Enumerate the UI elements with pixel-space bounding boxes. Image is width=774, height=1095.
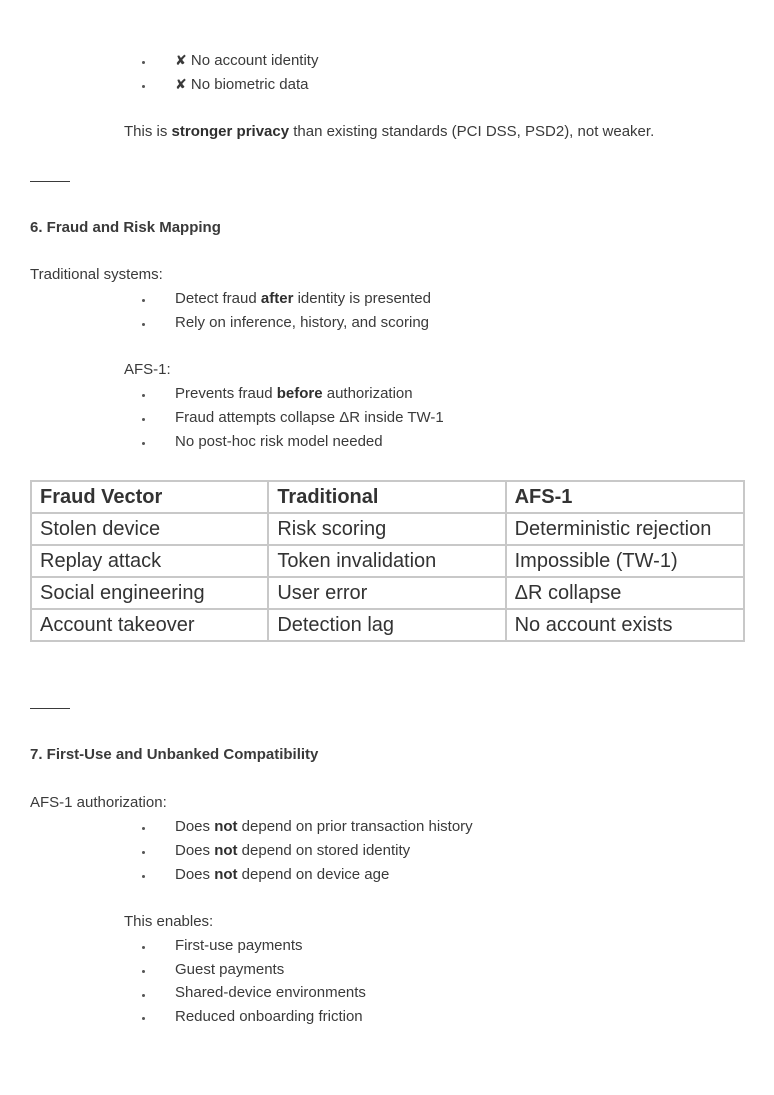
table-cell: Replay attack xyxy=(31,545,268,577)
bullet-dot xyxy=(142,994,145,997)
column-header: Traditional xyxy=(268,481,505,513)
list-label: AFS-1 authorization: xyxy=(30,794,167,811)
table-row xyxy=(31,545,744,577)
list-item: Guest payments xyxy=(175,961,285,978)
list-item: Does not depend on device age xyxy=(175,866,390,883)
column-header: Fraud Vector xyxy=(31,481,268,513)
table-cell: Detection lag xyxy=(268,609,505,641)
section-divider xyxy=(30,181,70,182)
bullet-dot xyxy=(142,394,145,397)
list-item: No post-hoc risk model needed xyxy=(175,433,383,450)
table-cell: Token invalidation xyxy=(268,545,505,577)
list-item: Rely on inference, history, and scoring xyxy=(175,314,430,331)
list-label: This enables: xyxy=(124,913,214,930)
bullet-dot xyxy=(142,970,145,973)
table-cell: ΔR collapse xyxy=(506,577,744,609)
privacy-note: This is stronger privacy than existing standards (PCI DSS, PSD2), not weaker. xyxy=(124,123,655,140)
fraud-vector-table xyxy=(30,480,745,642)
section-divider xyxy=(30,708,70,709)
table-cell: No account exists xyxy=(506,609,744,641)
column-header: AFS-1 xyxy=(506,481,744,513)
bullet-dot xyxy=(142,61,145,64)
bullet-dot xyxy=(142,1017,145,1020)
table-cell: Risk scoring xyxy=(268,513,505,545)
table-cell: Social engineering xyxy=(31,577,268,609)
bullet-dot xyxy=(142,827,145,830)
table-cell: Impossible (TW-1) xyxy=(506,545,744,577)
bullet-dot xyxy=(142,875,145,878)
table-row xyxy=(31,577,744,609)
list-item: Prevents fraud before authorization xyxy=(175,385,413,402)
table-row xyxy=(31,513,744,545)
table-header-row xyxy=(31,481,744,513)
bullet-dot xyxy=(142,299,145,302)
list-item: Does not depend on prior transaction history xyxy=(175,818,473,835)
list-item: Reduced onboarding friction xyxy=(175,1008,363,1025)
list-item: Detect fraud after identity is presented xyxy=(175,290,431,307)
list-item: Does not depend on stored identity xyxy=(175,842,411,859)
bullet-dot xyxy=(142,323,145,326)
bullet-dot xyxy=(142,946,145,949)
bullet-dot xyxy=(142,418,145,421)
list-item: Fraud attempts collapse ΔR inside TW-1 xyxy=(175,409,444,426)
cross-icon: ✘ xyxy=(175,76,187,92)
bullet-dot xyxy=(142,85,145,88)
bullet-dot xyxy=(142,851,145,854)
cross-icon: ✘ xyxy=(175,52,187,68)
list-item: First-use payments xyxy=(175,937,303,954)
list-item: Shared-device environments xyxy=(175,984,366,1001)
list-item: ✘ No account identity xyxy=(175,52,319,69)
section-heading: 6. Fraud and Risk Mapping xyxy=(30,219,221,236)
table-row xyxy=(31,609,744,641)
section-heading: 7. First-Use and Unbanked Compatibility xyxy=(30,746,319,763)
bullet-dot xyxy=(142,442,145,445)
list-label: AFS-1: xyxy=(124,361,171,378)
table-cell: Account takeover xyxy=(31,609,268,641)
table-cell: Deterministic rejection xyxy=(506,513,744,545)
list-item: ✘ No biometric data xyxy=(175,76,309,93)
table-cell: User error xyxy=(268,577,505,609)
list-label: Traditional systems: xyxy=(30,266,163,283)
table-cell: Stolen device xyxy=(31,513,268,545)
